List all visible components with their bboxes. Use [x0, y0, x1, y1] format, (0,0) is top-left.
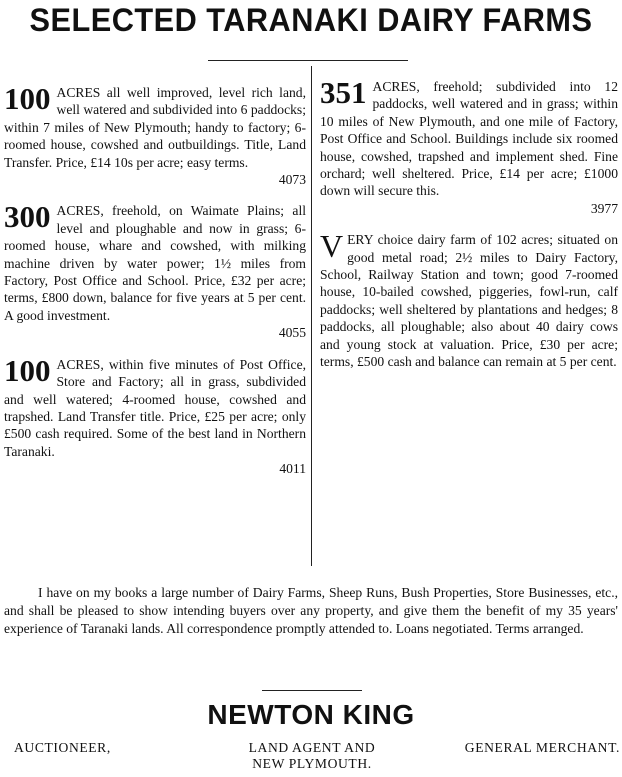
name-rule: [262, 690, 362, 691]
listing-text: ACRES, freehold; subdivided into 12 paddocks, well watered and in grass; within 10 miles of New Plymouth, and one mile of Factory, Post Office and School. Buildings include six roomed house, cowshed, trapshed and implement shed. Fine orchard; well sheltered. Price, £14 per acre; £1000 down will secure this.: [320, 79, 618, 199]
listing-text: ACRES all well improved, level rich land, well watered and subdivided into 6 paddocks; within 7 miles of New Plymouth; handy to factory; 6-roomed house, cowshed and outbuildings. Title, Land Transfer. Price, £14 10s per acre; easy terms.: [4, 85, 306, 170]
title-rule: [208, 60, 408, 61]
listing-text: ERY choice dairy farm of 102 acres; situated on good metal road; 2½ miles to Dairy Factory, School, Railway Station and town; good 7-roomed house, 10-bailed cowshed, piggeries, fowl-run, calf paddocks; well sheltered by plantations and hedges; 8 paddocks, all ploughable; also about 40 dairy cows and young stock at valuation. Price, £30 per acre; terms, £500 cash and balance can remain at 5 per cent.: [320, 232, 618, 370]
listing-102-acres: [320, 228, 618, 370]
listing-reference: 4073: [278, 172, 306, 188]
advertiser-name: NEWTON KING: [207, 699, 415, 730]
role-merchant: GENERAL MERCHANT.: [464, 740, 620, 755]
listing-100-acres-level: [4, 81, 306, 188]
right-column: [320, 75, 618, 371]
listing-reference: 4055: [278, 325, 306, 341]
left-column: [4, 81, 306, 478]
advertisement-title: SELECTED TARANAKI DAIRY FARMS: [29, 2, 593, 38]
column-divider: [311, 66, 312, 566]
listing-lead-number: 351: [320, 75, 367, 110]
advertiser-statement: [4, 584, 618, 638]
listing-reference: 3977: [590, 200, 618, 216]
listing-lead-number: 100: [4, 352, 51, 388]
listing-100-acres-post-office: [4, 352, 306, 478]
location-label: NEW PLYMOUTH.: [252, 756, 372, 771]
listing-text: ACRES, within five minutes of Post Office, Store and Factory; all in grass, subdivided and well watered; 4-roomed house, cowshed and trapshed. Land Transfer title. Price, £25 per acre; only £500 cash required. Some of the best land in Northern Taranaki.: [4, 356, 306, 459]
role-land-agent-label: LAND AGENT AND: [248, 740, 376, 755]
listing-reference: 4011: [279, 461, 306, 477]
listing-300-acres-waimate: [4, 199, 306, 341]
statement-text: I have on my books a large number of Dairy Farms, Sheep Runs, Bush Properties, Store Businesses, etc., and shall be pleased to show intending buyers over any property, and give them the benefit of my 35 years' experience of Taranaki lands. All correspondence promptly attended to. Loans negotiated. Terms arranged.: [4, 585, 618, 636]
role-land-agent: [200, 740, 424, 772]
listing-lead-number: 100: [4, 81, 51, 116]
drop-cap: V: [320, 228, 344, 265]
listing-text: ACRES, freehold, on Waimate Plains; all level and ploughable and now in grass; 6-roomed house, whare and cowshed, with milking machine driven by water power; 1½ miles from Factory, Post Office and School. Price, £32 per acre; terms, £800 down, balance for five years at 5 per cent. A good investment.: [4, 203, 306, 323]
listing-lead-number: 300: [4, 199, 51, 235]
role-auctioneer: AUCTIONEER,: [14, 740, 111, 755]
listing-351-acres: [320, 75, 618, 217]
